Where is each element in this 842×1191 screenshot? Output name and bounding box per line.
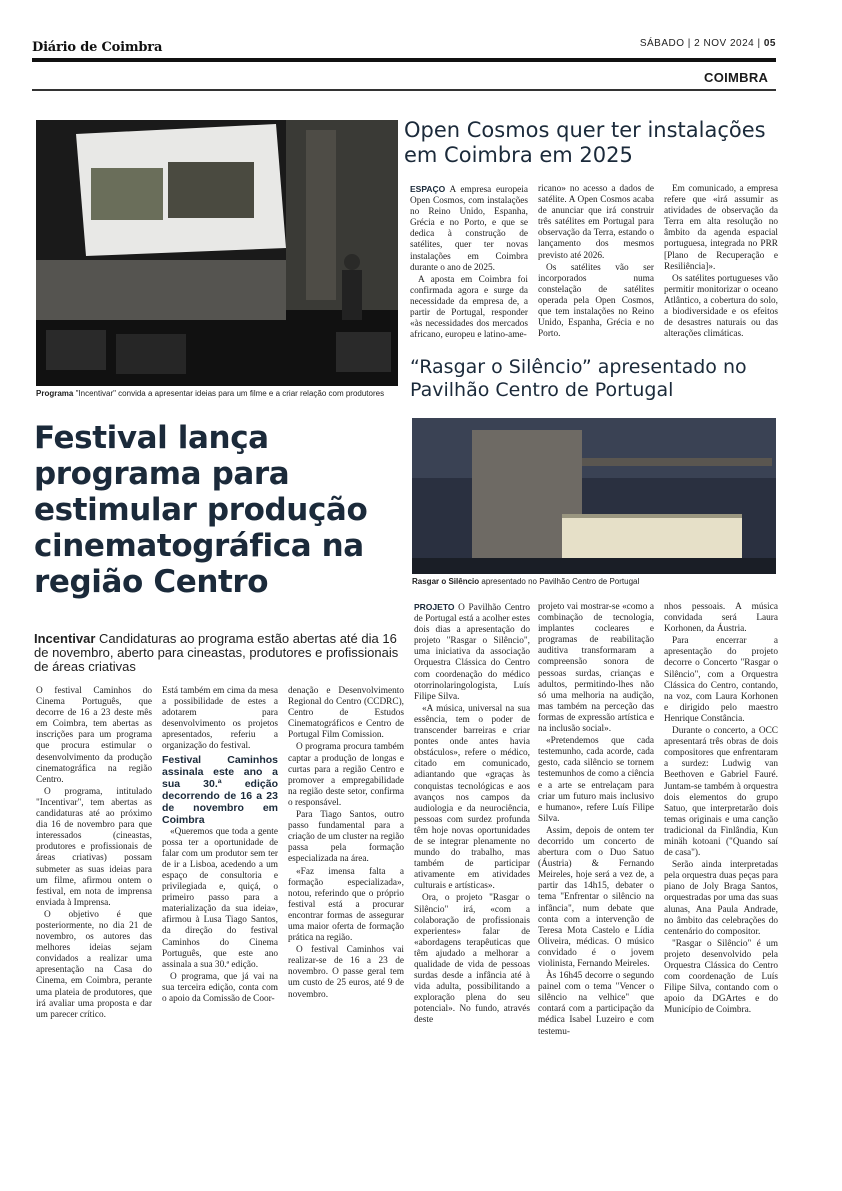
- paragraph: Às 16h45 decorre o segundo painel com o tema "Vencer o silêncio na velhice" que contará com a participação da médica Isabel Luzeiro e com testemu-: [538, 971, 654, 1037]
- paragraph: Ora, o projeto "Rasgar o Silêncio" irá, «com a colaboração de profissionais experientes» falar de «abordagens terapêuticas que têm ajudado a melhorar a qualidade de vida de pessoas surdas desde a infância até à vida adulta, possibilitando a exploração plena do seu potencial». No fundo, através deste: [414, 893, 530, 1026]
- paragraph: «A música, universal na sua essência, tem o poder de transcender barreiras e criar pontes onde antes havia obstáculos», refere o médico, citado em comunicado, adiantando que «graças às conquistas tecnológicas e aos avanços nos campos da audiologia e da neurociência, pessoas com surdez profunda têm hoje novas oportunidades de se integrar plenamente no mundo do trabalho, mas também de participar ativamente em atividades culturais e artísticas».: [414, 703, 530, 892]
- lead-kicker: Incentivar: [34, 631, 96, 646]
- paragraph: Está também em cima da mesa a possibilidade de estes a adotarem para desenvolvimento os projetos apresentados, referiu a organização do festival.: [162, 686, 278, 752]
- paragraph: "Rasgar o Silêncio" é um projeto desenvolvido pela Orquestra Clássica do Centro com coordenação de Luís Filipe Silva, contando com o apoio da DGArtes e do Município de Coimbra.: [664, 938, 778, 1016]
- pavilion-caption: [412, 577, 776, 586]
- paragraph: Em comunicado, a empresa refere que «irá assumir as atividades de observação da Terra em alta resolução no âmbito da agenda espacial portuguesa, integrada no PRR [Plano de Recuperação e Resiliência]».: [664, 184, 778, 272]
- paragraph: Assim, depois de ontem ter decorrido um concerto de abertura com o Duo Satuo (Áustria) & Fernando Meireles, hoje será a vez de, a partir das 14h15, debater o tema "Enfrentar o silêncio na infância", num debate que conta com a intervenção de Teresa Mota Castelo e Lídia Oliveira, médicas. O músico convidado é o jovem violinista, Fernando Meireles.: [538, 825, 654, 969]
- dateline-day: SÁBADO: [639, 38, 685, 49]
- open-cosmos-col-2: [538, 184, 654, 344]
- dateline-date: 2 NOV 2024: [694, 38, 755, 49]
- paragraph: «Faz imensa falta a formação especializada», notou, referindo que o próprio festival está a procurar encontrar formas de assegurar uma maior oferta de formação prática na região.: [288, 866, 404, 944]
- headline-rasgar-silencio: “Rasgar o Silêncio” apresentado no Pavilhão Centro de Portugal: [410, 356, 747, 401]
- paragraph: A empresa europeia Open Cosmos, com instalações no Reino Unido, Espanha, Grécia e no Porto, e que se dedica à construção de satélites, quer ter novas instalações em Coimbra durante o ano de 2025.: [410, 185, 528, 273]
- paragraph: Os satélites portugueses vão permitir monitorizar o oceano Atlântico, a cobertura do solo, a biodiversidade e os efeitos de desastres naturais ou das alterações climáticas.: [664, 273, 778, 340]
- paragraph: projeto vai mostrar-se «como a combinação de tecnologia, implantes cocleares e programas de reabilitação auditiva transformaram a compreensão sonora de pessoas surdas, crianças e adultos, permitindo-lhes não só uma melhoria na audição, mas também na perceção das formas de expressão artística e na inclusão social».: [538, 602, 654, 735]
- photo-pavilion: [412, 418, 776, 574]
- paragraph: O festival Caminhos vai realizar-se de 16 a 23 de novembro. O passe geral tem um custo de 25 euros, até 9 de novembro.: [288, 945, 404, 1000]
- open-cosmos-col-3: [664, 184, 778, 344]
- paragraph: O programa procura também captar a produção de longas e curtas para a região Centro e promover a empregabilidade na região deste setor, confirma o responsável.: [288, 742, 404, 808]
- paragraph: «Pretendemos que cada testemunho, cada acorde, cada gesto, cada silêncio se tornem testemunhos de como a ciência e a arte se entrelaçam para criar um futuro mais inclusivo e humano», refere Luís Filipe Silva.: [538, 736, 654, 824]
- paragraph: «Queremos que toda a gente possa ter a oportunidade de falar com um produtor sem ter de ir a Lisboa, acedendo a um espaço de consultoria e privilegiada e, quiçá, o primeiro passo para a materialização da sua ideia», afirmou à Lusa Tiago Santos, da direção do festival Caminhos do Cinema Português, que este ano assinala a sua 30.ª edição.: [162, 826, 278, 970]
- pavilion-illustration: [412, 418, 776, 574]
- paragraph: Os satélites vão ser incorporados numa constelação de satélites operada pela Open Cosmos, que tem instalações no Reino Unido, Espanha, Grécia e no Porto.: [538, 262, 654, 340]
- headline-open-cosmos: Open Cosmos quer ter instalações em Coimbra em 2025: [404, 118, 766, 167]
- masthead-rule: [32, 58, 776, 62]
- paragraph: ricano» no acesso a dados de satélite. A Open Cosmos acaba de anunciar que irá construir três satélites em Portugal para observação da Terra, estando o lançamento dos mesmos previsto até 2026.: [538, 184, 654, 261]
- newspaper-brand: Diário de Coimbra: [32, 40, 163, 55]
- headline-festival: Festival lança programa para estimular produção cinematográfica na região Centro: [34, 420, 368, 600]
- festival-lead: [34, 632, 404, 674]
- festival-col-1: [36, 686, 152, 1036]
- open-cosmos-col-1: [410, 184, 528, 344]
- caption-text: "Incentivar" convida a apresentar ideias para um filme e a criar relação com produtores: [75, 389, 385, 398]
- caption-kicker: Programa: [36, 389, 74, 398]
- caption-text: apresentado no Pavilhão Centro de Portugal: [481, 577, 640, 586]
- paragraph: denação e Desenvolvimento Regional do Centro (CCDRC), Centro de Estudos Cinematográficos e Centro de Portugal Film Comission.: [288, 686, 404, 741]
- dateline: SÁBADO | 2 NOV 2024 | 05: [639, 38, 776, 49]
- festival-col-3: [288, 686, 404, 1036]
- rasgar-col-1: [414, 602, 530, 1046]
- masthead: [32, 38, 776, 60]
- paragraph: Para encerrar a apresentação do projeto decorre o Concerto "Rasgar o Silêncio", com a Orquestra Clássica do Centro, contando, na voz, com Laura Korhonen e dirigido pelo maestro Henrique Constância.: [664, 636, 778, 724]
- paragraph: O objetivo é que posteriormente, no dia 21 de novembro, os autores das melhores ideias sejam convidados a realizar uma apresentação na Casa do Cinema, em Coimbra, perante uma plateia de produtores, que irá avaliar uma proposta e dar um parecer crítico.: [36, 909, 152, 1020]
- paragraph: Para Tiago Santos, outro passo fundamental para a criação de um cluster na região passa pela formação especializada na área.: [288, 810, 404, 865]
- paragraph: Durante o concerto, a OCC apresentará três obras de dois compositores que enfrentaram a surdez: Ludwig van Beethoven e Gabriel Fauré. Juntam-se também à orquestra dois elementos do grupo Satuo, que interpretarão dois temas originais e uma canção tradicional da Finlândia, Kun minäh kotoani ("Quando saí de casa").: [664, 726, 778, 859]
- paragraph: O festival Caminhos do Cinema Português, que decorre de 16 a 23 deste mês em Coimbra, tem abertas as inscrições para um programa que procura estimular o desenvolvimento da produção cinematográfica na região Centro.: [36, 686, 152, 785]
- paragraph: A aposta em Coimbra foi confirmada agora e surge da necessidade da empresa de, a partir de Portugal, responder «às necessidades dos mercados africano, europeu e latino-ame-: [410, 274, 528, 341]
- photo-caption: [36, 389, 406, 398]
- kicker-projeto: PROJETO: [414, 602, 455, 612]
- festival-col-2: [162, 686, 278, 1036]
- cinema-illustration: [36, 120, 398, 386]
- paragraph: Serão ainda interpretadas pela orquestra duas peças para piano de Joly Braga Santos, orquestradas por uma das suas alunas, Ana Paula Andrade, no âmbito das celebrações do centenário do compositor.: [664, 860, 778, 937]
- rasgar-col-3: [664, 602, 778, 1046]
- page-number: 05: [763, 38, 776, 49]
- paragraph: O Pavilhão Centro de Portugal está a acolher estes dois dias a apresentação do projeto "Rasgar o Silêncio", uma iniciativa da associação Orquestra Clássica do Centro com coordenação do médico otorrinolaringologista, Luís Filipe Silva.: [414, 603, 530, 702]
- festival-subhead: Festival Caminhos assinala este ano a sua 30.ª edição decorrendo de 16 a 23 de novembro em Coimbra: [162, 753, 278, 826]
- section-label: COIMBRA: [704, 70, 769, 85]
- lead-text: Candidaturas ao programa estão abertas até dia 16 de novembro, aberto para cineastas, produtores e profissionais de áreas criativas: [34, 631, 399, 674]
- caption-kicker: Rasgar o Silêncio: [412, 577, 480, 586]
- section-rule: [32, 89, 776, 91]
- paragraph: O programa, intitulado "Incentivar", tem abertas as candidaturas até ao próximo dia 16 de novembro para que interessados (cineastas, produtores e profissionais de áreas criativas) possam submeter as suas ideias para um filme, afirmou ontem o festival, em nota de imprensa enviada à Imprensa.: [36, 786, 152, 908]
- kicker-espaco: ESPAÇO: [410, 184, 446, 194]
- rasgar-col-2: [538, 602, 654, 1046]
- paragraph: nhos pessoais. A música convidada será Laura Korhonen, da Áustria.: [664, 602, 778, 635]
- photo-cinema-screening: [36, 120, 398, 386]
- paragraph: O programa, que já vai na sua terceira edição, conta com o apoio da Comissão de Coor-: [162, 971, 278, 1004]
